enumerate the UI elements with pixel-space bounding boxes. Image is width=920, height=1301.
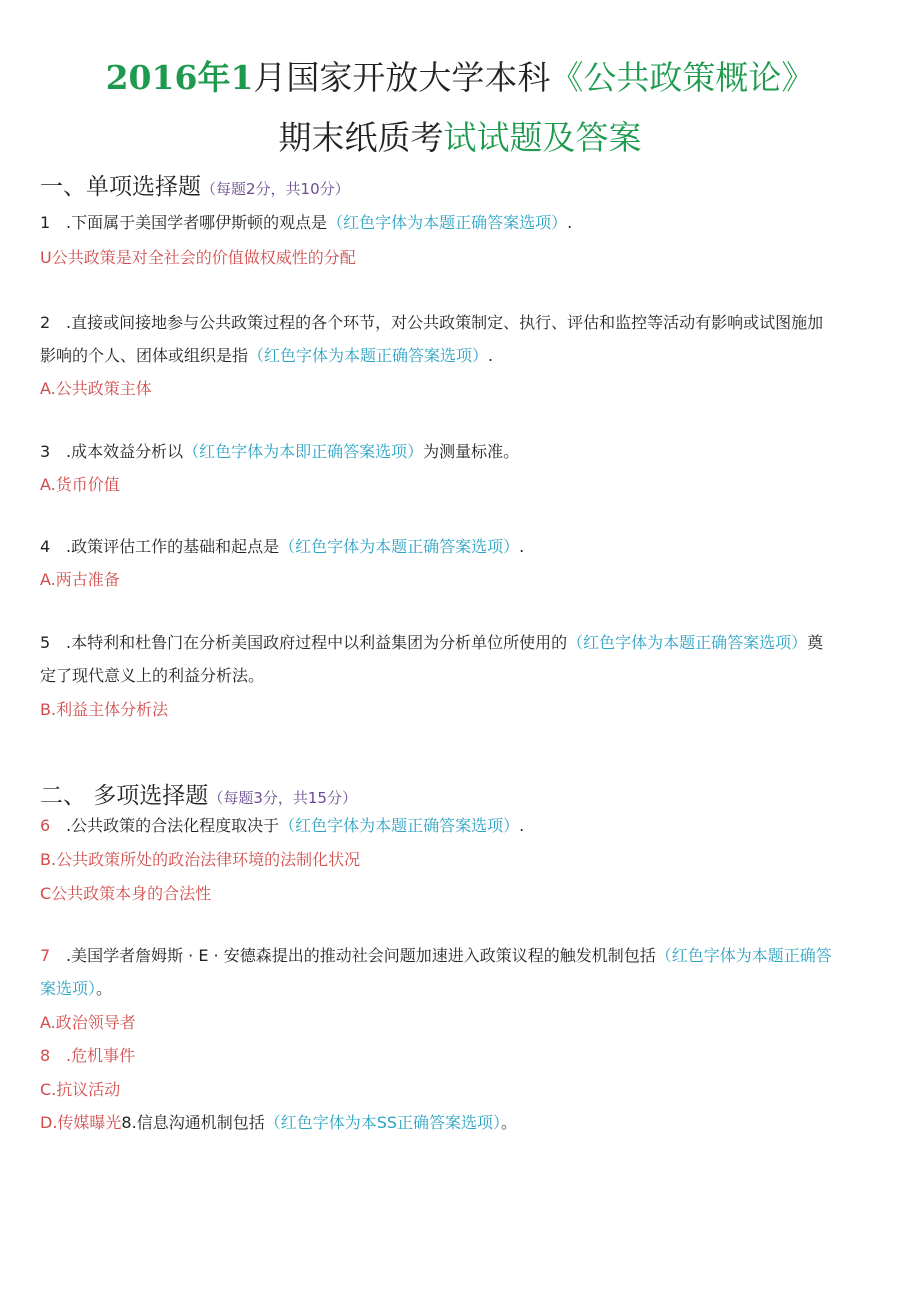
question-3-answer: A.货币价值 [40, 475, 120, 494]
answer-hint: （红色字体为本即正确答案选项） [183, 442, 424, 461]
question-number: 5 [40, 633, 51, 652]
question-7-answer-a: A.政治领导者 [40, 1013, 136, 1032]
question-tail: 为测量标准。 [423, 442, 520, 461]
answer-hint: （红色字体为本题正确答案选项） [567, 633, 808, 652]
title-line2-b: 试试题及答案 [443, 118, 642, 157]
question-5-line-1 [40, 633, 882, 653]
answer-hint: （红色字体为本题正确答 [655, 946, 832, 965]
answer-text: .危机事件 [66, 1046, 136, 1065]
question-tail: 奠 [807, 633, 824, 652]
question-7-answer-b [40, 1046, 882, 1066]
question-2-line-2 [40, 346, 882, 366]
question-tail: . [519, 537, 525, 556]
question-text: .直接或间接地参与公共政策过程的各个环节，对公共政策制定、执行、评估和监控等活动有影响或试图施加 [66, 313, 824, 332]
question-4-answer: A.两古准备 [40, 570, 120, 589]
section-heading-single-choice [40, 168, 350, 201]
question-number: 2 [40, 313, 51, 332]
section-title: 二、 多项选择题 [40, 783, 209, 809]
section-heading-multiple-choice [40, 777, 357, 810]
question-8-text: 8.信息沟通机制包括 [121, 1113, 265, 1132]
title-line2-a: 期末纸质考 [278, 118, 444, 157]
question-1 [40, 213, 882, 233]
document-title-line-2 [0, 112, 920, 159]
section-note: （每题3分，共15分） [208, 789, 357, 807]
question-7-answer-c: C.抗议活动 [40, 1080, 121, 1099]
question-5-answer: B.利益主体分析法 [40, 700, 169, 719]
answer-hint: 案选项） [40, 979, 97, 998]
question-6-answer-c: C公共政策本身的合法性 [40, 884, 212, 903]
question-text: .美国学者詹姆斯 · E · 安德森提出的推动社会问题加速进入政策议程的触发机制包括 [66, 946, 656, 965]
question-7-answer-d-and-question-8 [40, 1113, 882, 1133]
question-tail: . [519, 816, 525, 835]
question-text: .下面属于美国学者哪伊斯顿的观点是 [66, 213, 328, 232]
document-title-line-1 [0, 52, 920, 99]
title-year: 2016年1 [105, 58, 254, 97]
question-6-answer-b: B.公共政策所处的政治法律环境的法制化状况 [40, 850, 361, 869]
question-7-line-1 [40, 946, 882, 966]
question-7-line-2 [40, 979, 882, 999]
question-number: 3 [40, 442, 51, 461]
question-tail: 。 [501, 1113, 518, 1132]
question-number: 1 [40, 213, 51, 232]
question-3 [40, 442, 882, 462]
question-number: 6 [40, 816, 51, 835]
question-6 [40, 816, 882, 836]
answer-hint: （红色字体为本题正确答案选项） [279, 537, 520, 556]
question-2-answer: A.公共政策主体 [40, 379, 152, 398]
question-1-answer: U公共政策是对全社会的价值做权威性的分配 [40, 248, 356, 267]
question-text: .政策评估工作的基础和起点是 [66, 537, 280, 556]
question-text: .本特利和杜鲁门在分析美国政府过程中以利益集团为分析单位所使用的 [66, 633, 568, 652]
question-number: 4 [40, 537, 51, 556]
section-note: （每题2分，共10分） [201, 180, 350, 198]
question-2-line-1 [40, 313, 882, 333]
title-mid: 月国家开放大学本科 [253, 58, 551, 97]
answer-text: D.传媒曝光 [40, 1113, 122, 1132]
question-tail: . [488, 346, 494, 365]
question-5-line-2: 定了现代意义上的利益分析法。 [40, 666, 265, 685]
answer-hint: （红色字体为本题正确答案选项） [327, 213, 568, 232]
answer-hint: （红色字体为本题正确答案选项） [248, 346, 489, 365]
question-tail: 。 [96, 979, 113, 998]
question-tail: . [567, 213, 573, 232]
section-title: 一、单项选择题 [40, 174, 201, 200]
question-text: .公共政策的合法化程度取决于 [66, 816, 280, 835]
question-text: .成本效益分析以 [66, 442, 184, 461]
answer-number: 8 [40, 1046, 51, 1065]
title-course: 《公共政策概论》 [550, 58, 815, 97]
answer-hint: （红色字体为本SS正确答案选项） [264, 1113, 502, 1132]
answer-hint: （红色字体为本题正确答案选项） [279, 816, 520, 835]
question-4 [40, 537, 882, 557]
question-number: 7 [40, 946, 51, 965]
question-text: 影响的个人、团体或组织是指 [40, 346, 249, 365]
